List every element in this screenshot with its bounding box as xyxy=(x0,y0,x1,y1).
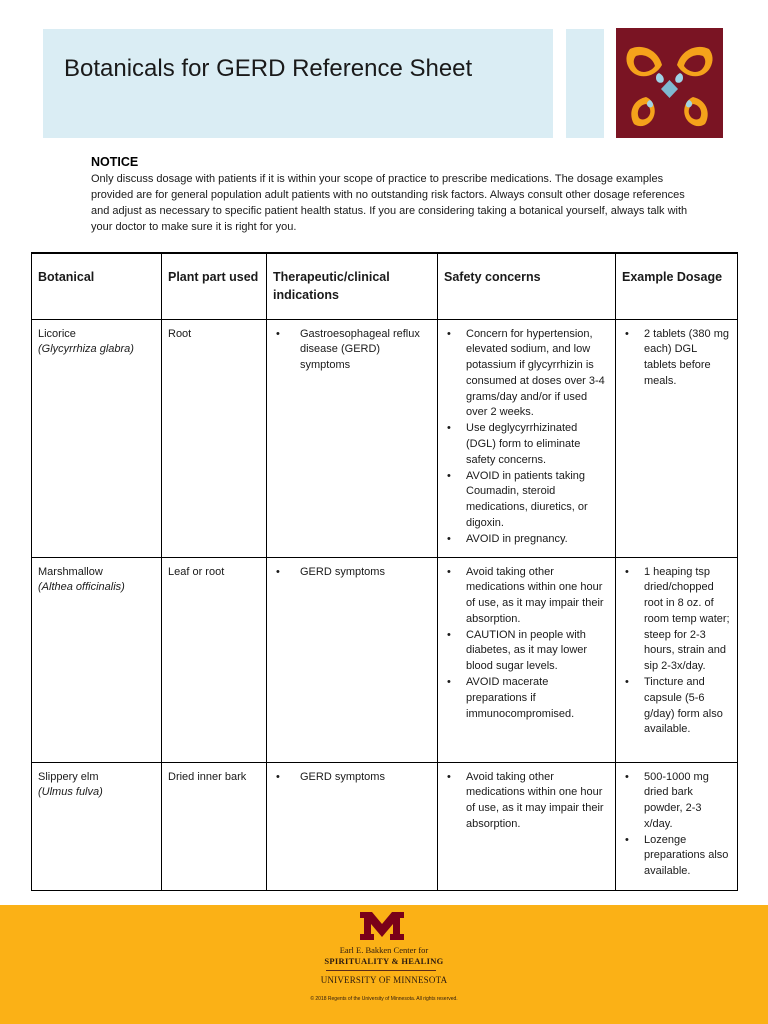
list-item: • 500-1000 mg dried bark powder, 2-3 x/day. xyxy=(622,770,731,833)
stylized-petals-logo-icon xyxy=(616,28,723,138)
list-item: • Avoid taking other medications within one hour of use, as it may impair their absorption. xyxy=(444,770,609,833)
footer-divider xyxy=(326,970,436,971)
column-header-indications: Therapeutic/clinical indications xyxy=(267,253,438,319)
title-banner xyxy=(43,29,553,138)
botanical-common-name: Marshmallow xyxy=(38,565,103,578)
footer-center-subtitle: SPIRITUALITY & HEALING xyxy=(324,956,444,966)
column-header-dosage: Example Dosage xyxy=(616,253,738,319)
list-item: • AVOID in pregnancy. xyxy=(444,532,609,548)
safety-cell xyxy=(438,762,616,890)
dosage-cell xyxy=(616,762,738,890)
botanical-cell xyxy=(32,557,162,762)
list-item: • Lozenge preparations also available. xyxy=(622,833,731,880)
table-row xyxy=(32,557,738,762)
plant-part-cell: Dried inner bark xyxy=(162,762,267,890)
list-item: • Tincture and capsule (5-6 g/day) form also available. xyxy=(622,675,731,738)
list-item: • GERD symptoms xyxy=(273,565,431,581)
column-header-botanical: Botanical xyxy=(32,253,162,319)
list-item: • 2 tablets (380 mg each) DGL tablets before meals. xyxy=(622,327,731,390)
list-item: • Gastroesophageal reflux disease (GERD) symptoms xyxy=(273,327,431,374)
column-header-plant-part: Plant part used xyxy=(162,253,267,319)
plant-part-cell: Root xyxy=(162,319,267,557)
column-header-safety: Safety concerns xyxy=(438,253,616,319)
botanical-common-name: Slippery elm xyxy=(38,770,99,783)
list-item: • CAUTION in people with diabetes, as it may lower blood sugar levels. xyxy=(444,628,609,675)
notice-text: Only discuss dosage with patients if it is within your scope of practice to prescribe medications. The dosage examples provided are for general population adult patients with no outstanding risk factors. Always consult other dosage references and adjust as necessary to specific patient health status. If you are considering taking a botanical yourself, always talk with your doctor to make sure it is right for you. xyxy=(91,173,688,233)
list-item: • AVOID in patients taking Coumadin, steroid medications, diuretics, or digoxin. xyxy=(444,469,609,532)
list-item: • Concern for hypertension, elevated sodium, and low potassium if glycyrrhizin is consumed at doses over 3-4 grams/day and/or if used over 2 weeks. xyxy=(444,327,609,422)
botanical-scientific-name: (Glycyrrhiza glabra) xyxy=(38,343,134,356)
page-title: Botanicals for GERD Reference Sheet xyxy=(64,55,473,82)
dosage-cell xyxy=(616,557,738,762)
table-header-row xyxy=(32,253,738,319)
botanical-scientific-name: (Ulmus fulva) xyxy=(38,786,103,799)
indications-cell xyxy=(267,762,438,890)
footer xyxy=(0,905,768,1024)
notice-section xyxy=(91,155,691,235)
list-item: • Use deglycyrrhizinated (DGL) form to eliminate safety concerns. xyxy=(444,421,609,468)
table-row xyxy=(32,319,738,557)
indications-cell xyxy=(267,557,438,762)
list-item: • GERD symptoms xyxy=(273,770,431,786)
indications-cell xyxy=(267,319,438,557)
banner-accent-strip xyxy=(566,29,604,138)
list-item: • 1 heaping tsp dried/chopped root in 8 oz. of room temp water; steep for 2-3 hours, strain and sip 2-3x/day. xyxy=(622,565,731,676)
footer-center-name: Earl E. Bakken Center for xyxy=(339,945,429,955)
list-item: • Avoid taking other medications within one hour of use, as it may impair their absorption. xyxy=(444,565,609,628)
footer-copyright: © 2018 Regents of the University of Minnesota. All rights reserved. xyxy=(310,996,458,1002)
plant-part-cell: Leaf or root xyxy=(162,557,267,762)
safety-cell xyxy=(438,557,616,762)
safety-cell xyxy=(438,319,616,557)
botanicals-table xyxy=(31,252,738,891)
notice-heading: NOTICE xyxy=(91,155,139,169)
botanical-common-name: Licorice xyxy=(38,327,76,340)
botanical-cell xyxy=(32,762,162,890)
botanical-scientific-name: (Althea officinalis) xyxy=(38,581,125,594)
dosage-cell xyxy=(616,319,738,557)
table-row xyxy=(32,762,738,890)
university-m-logo-icon xyxy=(358,910,406,942)
footer-university-name: UNIVERSITY OF MINNESOTA xyxy=(320,975,448,985)
list-item: • AVOID macerate preparations if immunocompromised. xyxy=(444,675,609,722)
botanical-cell xyxy=(32,319,162,557)
